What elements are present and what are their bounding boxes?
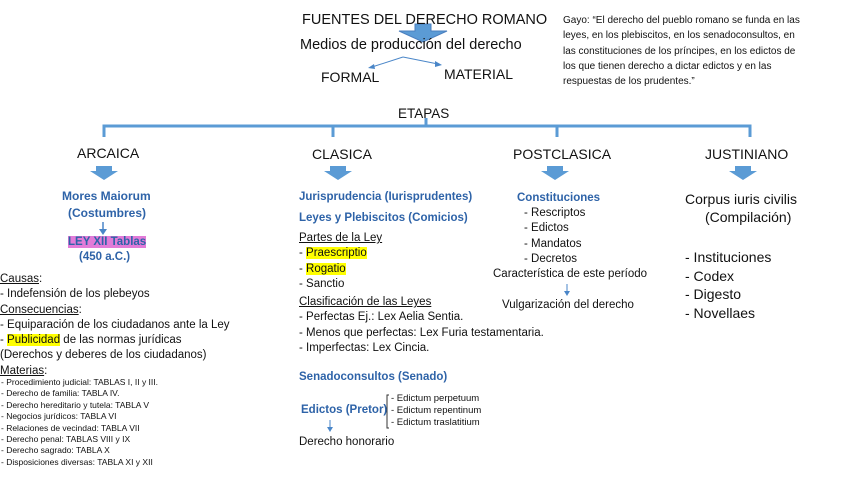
costumbres: (Costumbres) (68, 206, 147, 220)
constituciones-list (524, 206, 585, 267)
partes-dash: - (299, 247, 307, 260)
derecho-honorario: Derecho honorario (299, 436, 395, 448)
causas-colon: : (39, 273, 43, 285)
quote-line: respuestas de los prudentes.” (563, 76, 695, 88)
constitucion-item: - Edictos (524, 222, 569, 235)
materia-item: - Relaciones de vecindad: TABLA VII (1, 422, 140, 433)
constituciones: Constituciones (517, 192, 601, 204)
justiniano-item: - Codex (685, 267, 735, 284)
leyes-plebiscitos: Leyes y Plebiscitos (Comicios) (299, 212, 468, 224)
stage-arcaica: ARCAICA (77, 145, 140, 161)
materias-title: Materias (0, 364, 45, 377)
materias-colon: : (44, 364, 48, 377)
constitucion-item: - Decretos (524, 252, 578, 265)
ley-xii-tablas (68, 236, 146, 248)
partes-item (299, 262, 382, 277)
consecuencias-colon: : (78, 303, 82, 316)
consecuencia-item: - Equiparación de los ciudadanos ante la Ley (0, 318, 230, 331)
clasificacion-item: - Imperfectas: Lex Cincia. (299, 341, 430, 354)
arcaica-details (0, 272, 230, 379)
vulgarizacion: Vulgarización del derecho (502, 299, 634, 311)
diagram-subtitle: Medios de producción del derecho (300, 37, 522, 53)
constitucion-item: - Mandatos (524, 237, 582, 250)
consecuencia-dash: - (0, 334, 8, 347)
edictum-item: - Edictum traslatitium (391, 417, 480, 428)
partes-ley (299, 231, 382, 292)
mores-maiorum: Mores Maiorum (62, 189, 151, 203)
split-line-material (403, 57, 438, 64)
edictos-pretor: Edictos (Pretor) (301, 404, 388, 416)
caracteristica-arrowhead (564, 291, 570, 296)
consecuencia-item: (Derechos y deberes de los ciudadanos) (0, 349, 207, 362)
etapas-bracket (104, 126, 750, 137)
quote-line: los que tienen derecho a dictar edictos y en las (563, 60, 772, 72)
materia-item: - Negocios jurídicos: TABLA VI (1, 411, 117, 422)
causas-heading (0, 272, 230, 287)
materia-item: - Disposiciones diversas: TABLA XI y XII (1, 456, 153, 467)
diagram-title: FUENTES DEL DERECHO ROMANO (302, 12, 548, 28)
edictum-item: - Edictum perpetuum (391, 393, 480, 404)
senadoconsultos: Senadoconsultos (Senado) (299, 371, 448, 383)
partes-title: Partes de la Ley (299, 232, 383, 244)
justiniano-item: - Novellaes (685, 304, 756, 321)
partes-item (299, 246, 382, 261)
consecuencia-item (0, 333, 230, 348)
justiniano-item: - Instituciones (685, 249, 772, 265)
caracteristica-periodo: Característica de este período (493, 268, 648, 280)
compilacion: (Compilación) (705, 209, 792, 225)
postclasica-down-arrow (541, 166, 569, 180)
quote-line: leyes, en los plebiscitos, en los senadoconsultos, en (563, 30, 795, 42)
publicidad-highlight: Publicidad (7, 334, 61, 347)
edictum-list (391, 393, 481, 429)
formal-label: FORMAL (321, 69, 380, 85)
constitucion-item: - Rescriptos (524, 207, 586, 219)
clasificacion-item: - Menos que perfectas: Lex Furia testamentaria. (299, 326, 544, 339)
stage-postclasica: POSTCLASICA (513, 146, 612, 162)
causas-item: - Indefensión de los plebeyos (0, 288, 150, 301)
split-arrowhead-material (435, 61, 442, 67)
causas-title: Causas (0, 273, 39, 285)
materia-item: - Derecho hereditario y tutela: TABLA V (1, 399, 150, 410)
stage-justiniano: JUSTINIANO (705, 146, 789, 162)
justiniano-list (685, 248, 771, 322)
ley-xii-tablas-label: LEY XII Tablas (68, 236, 147, 248)
justiniano-item: - Digesto (685, 286, 742, 302)
consecuencia-rest: de las normas jurídicas (60, 334, 182, 347)
mores-ley-arrowhead (99, 229, 107, 235)
partes-dash: - (299, 262, 307, 275)
rogatio-highlight: Rogatio (306, 262, 346, 275)
partes-item: - Sanctio (299, 277, 345, 290)
edictum-bracket (387, 395, 389, 428)
split-line-formal (372, 57, 403, 67)
materias-list (1, 377, 158, 468)
edictos-arrowhead (327, 427, 333, 432)
consecuencias-title: Consecuencias (0, 303, 79, 316)
materia-item: - Procedimiento judicial: TABLAS I, II y III. (1, 377, 158, 387)
consecuencias-heading (0, 303, 230, 318)
praescriptio-highlight: Praescriptio (306, 247, 367, 260)
etapas-label: ETAPAS (398, 106, 450, 121)
material-label: MATERIAL (444, 66, 513, 82)
corpus-iuris: Corpus iuris civilis (685, 191, 798, 207)
clasificacion-title: Clasificación de las Leyes (299, 296, 432, 308)
materia-item: - Derecho de familia: TABLA IV. (1, 388, 120, 399)
arcaica-down-arrow (90, 166, 118, 180)
clasica-down-arrow (324, 166, 352, 180)
materia-item: - Derecho penal: TABLAS VIII y IX (1, 434, 131, 445)
quote-line: Gayo: “El derecho del pueblo romano se funda en las (563, 15, 800, 26)
edictum-item: - Edictum repentinum (391, 405, 482, 416)
clasificacion-item: - Perfectas Ej.: Lex Aelia Sentia. (299, 311, 464, 324)
justiniano-down-arrow (729, 166, 757, 180)
ley-year: (450 a.C.) (79, 251, 131, 263)
materia-item: - Derecho sagrado: TABLA X (1, 445, 110, 456)
gayo-quote (563, 13, 817, 89)
stage-clasica: CLASICA (312, 146, 372, 162)
jurisprudencia: Jurisprudencia (Iurisprudentes) (299, 191, 473, 203)
quote-line: las constituciones de los príncipes, en los edictos de (563, 45, 796, 57)
